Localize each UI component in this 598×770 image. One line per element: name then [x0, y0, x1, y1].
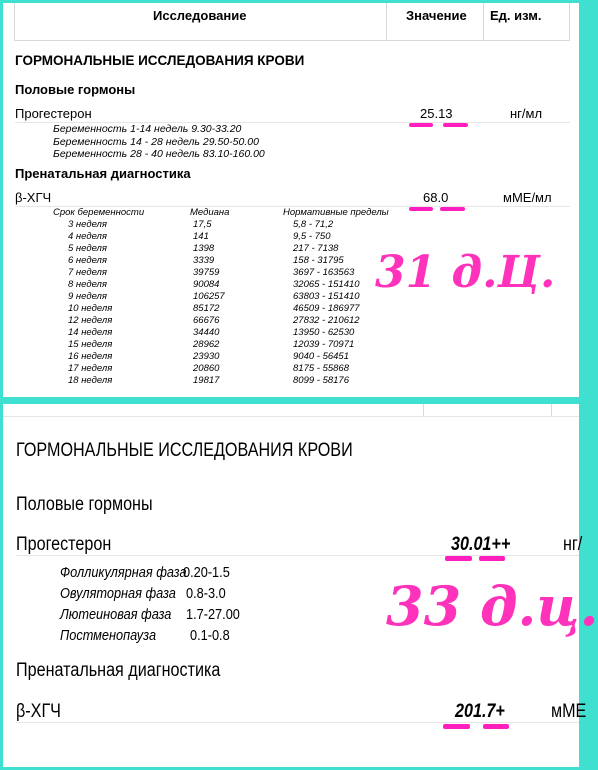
phase-name: Фолликулярная фаза: [60, 564, 187, 581]
highlight-mark: [409, 123, 433, 127]
progesterone-value: 25.13: [420, 106, 453, 121]
hcg-range-cell: 13950 - 62530: [293, 327, 355, 338]
prenatal-title: Пренатальная диагностика: [16, 660, 221, 681]
hcg-term-cell: 3 неделя: [68, 219, 107, 230]
phase-name: Постменопауза: [60, 627, 157, 644]
hcg-term-cell: 5 неделя: [68, 243, 107, 254]
hcg-value: 201.7+: [455, 701, 505, 722]
hcg-median-cell: 19817: [193, 375, 220, 386]
hcg-range-cell: 9,5 - 750: [293, 231, 331, 242]
hcg-median-cell: 34440: [193, 327, 220, 338]
hcg-table-header-range: Нормативные пределы: [283, 207, 389, 218]
highlight-mark: [479, 556, 505, 561]
progesterone-label: Прогестерон: [15, 106, 92, 121]
highlight-mark: [443, 123, 468, 127]
hcg-range-cell: 8099 - 58176: [293, 375, 349, 386]
hcg-median-cell: 90084: [193, 279, 220, 290]
hcg-term-cell: 14 неделя: [68, 327, 113, 338]
header-value: Значение: [406, 8, 467, 23]
section-title: ГОРМОНАЛЬНЫЕ ИССЛЕДОВАНИЯ КРОВИ: [16, 440, 353, 461]
progesterone-unit: нг/мл: [510, 106, 543, 121]
sex-hormones-title: Половые гормоны: [15, 82, 136, 97]
hcg-range-cell: 8175 - 55868: [293, 363, 349, 374]
header-unit: Ед. изм.: [490, 8, 542, 23]
norm-line: Беременность 28 - 40 недель 83.10-160.00: [53, 148, 265, 160]
hcg-range-cell: 32065 - 151410: [293, 279, 360, 290]
hcg-label: β-ХГЧ: [15, 190, 52, 205]
hcg-range-cell: 27832 - 210612: [293, 315, 360, 326]
hcg-range-cell: 3697 - 163563: [293, 267, 355, 278]
hcg-term-cell: 12 неделя: [68, 315, 113, 326]
hcg-range-cell: 217 - 7138: [293, 243, 339, 254]
highlight-mark: [483, 724, 509, 729]
grid-line: [14, 3, 15, 40]
grid-line: [551, 404, 552, 416]
highlight-mark: [409, 207, 433, 211]
hcg-median-cell: 20860: [193, 363, 220, 374]
progesterone-label: Прогестерон: [16, 534, 112, 555]
hcg-term-cell: 15 неделя: [68, 339, 113, 350]
highlight-mark: [443, 724, 470, 729]
phase-range: 1.7-27.00: [186, 606, 240, 623]
norm-line: Беременность 14 - 28 недель 29.50-50.00: [53, 136, 259, 148]
hcg-term-cell: 4 неделя: [68, 231, 107, 242]
progesterone-value: 30.01++: [451, 534, 511, 555]
row-divider: [16, 722, 579, 723]
hcg-median-cell: 39759: [193, 267, 220, 278]
hcg-term-cell: 9 неделя: [68, 291, 107, 302]
hcg-median-cell: 141: [193, 231, 209, 242]
prenatal-title: Пренатальная диагностика: [15, 166, 191, 181]
hcg-table-header-term: Срок беременности: [53, 207, 145, 218]
hcg-median-cell: 17,5: [193, 219, 212, 230]
hcg-unit: мМЕ/мл: [503, 190, 552, 205]
hcg-value: 68.0: [423, 190, 449, 205]
phase-name: Лютеиновая фаза: [60, 606, 172, 623]
hcg-term-cell: 6 неделя: [68, 255, 107, 266]
hcg-median-cell: 23930: [193, 351, 220, 362]
hcg-range-cell: 12039 - 70971: [293, 339, 355, 350]
hcg-table-header-median: Медиана: [190, 207, 230, 218]
hcg-median-cell: 85172: [193, 303, 220, 314]
phase-range: 0.8-3.0: [186, 585, 226, 602]
highlight-mark: [445, 556, 472, 561]
phase-name: Овуляторная фаза: [60, 585, 176, 602]
hcg-median-cell: 1398: [193, 243, 215, 254]
phase-range: 0.1-0.8: [190, 627, 230, 644]
grid-line: [423, 404, 424, 416]
phase-range: 0.20-1.5: [183, 564, 230, 581]
hcg-range-cell: 5,8 - 71,2: [293, 219, 334, 230]
hcg-median-cell: 106257: [193, 291, 225, 302]
hcg-range-cell: 158 - 31795: [293, 255, 344, 266]
hcg-unit: мМЕ: [551, 701, 587, 722]
hcg-median-cell: 3339: [193, 255, 215, 266]
hcg-term-cell: 7 неделя: [68, 267, 107, 278]
norm-line: Беременность 1-14 недель 9.30-33.20: [53, 123, 242, 135]
header-research: Исследование: [153, 8, 247, 23]
sex-hormones-title: Половые гормоны: [16, 494, 153, 515]
grid-line: [483, 3, 484, 40]
grid-line: [569, 3, 570, 40]
hcg-range-cell: 9040 - 56451: [293, 351, 349, 362]
bottom-report-panel: [3, 404, 598, 767]
hcg-median-cell: 66676: [193, 315, 220, 326]
header-divider: [3, 416, 579, 417]
hcg-term-cell: 18 неделя: [68, 375, 113, 386]
hcg-term-cell: 16 неделя: [68, 351, 113, 362]
hcg-range-cell: 63803 - 151410: [293, 291, 360, 302]
hcg-term-cell: 8 неделя: [68, 279, 107, 290]
handwritten-annotation: 31 д.Ц.: [375, 247, 556, 298]
section-title: ГОРМОНАЛЬНЫЕ ИССЛЕДОВАНИЯ КРОВИ: [15, 53, 305, 68]
hcg-label: β-ХГЧ: [16, 701, 61, 722]
highlight-mark: [440, 207, 465, 211]
header-divider: [14, 40, 570, 41]
hcg-term-cell: 10 неделя: [68, 303, 113, 314]
grid-line: [386, 3, 387, 40]
hcg-median-cell: 28962: [193, 339, 220, 350]
progesterone-unit: нг/: [563, 534, 583, 555]
hcg-range-cell: 46509 - 186977: [293, 303, 360, 314]
top-report-panel: [3, 3, 579, 397]
hcg-term-cell: 17 неделя: [68, 363, 113, 374]
handwritten-annotation: 33 д.ц.: [386, 574, 598, 638]
